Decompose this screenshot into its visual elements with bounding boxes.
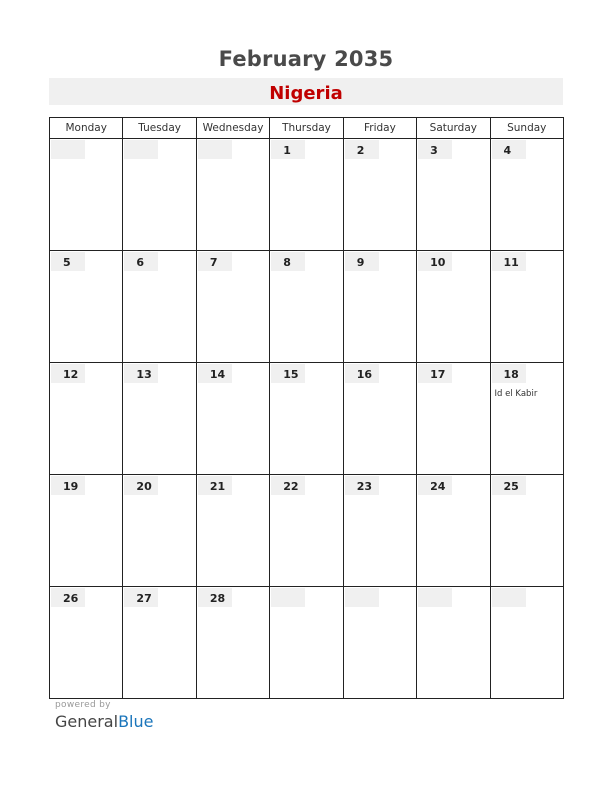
week-row xyxy=(50,139,564,251)
day-cell xyxy=(343,251,416,363)
day-number-box xyxy=(124,588,158,607)
day-cell xyxy=(270,139,343,251)
day-cell xyxy=(417,587,490,699)
day-number-box xyxy=(345,476,379,495)
day-number-box xyxy=(418,476,452,495)
weekday-header: Wednesday xyxy=(196,118,269,139)
country-name: Nigeria xyxy=(269,83,343,104)
day-cell xyxy=(123,363,196,475)
day-number: 28 xyxy=(209,592,226,605)
day-cell xyxy=(123,139,196,251)
weekday-header: Thursday xyxy=(270,118,343,139)
weekday-header: Friday xyxy=(343,118,416,139)
day-number-box xyxy=(51,364,85,383)
day-cell xyxy=(123,475,196,587)
calendar-title: February 2035 xyxy=(218,47,394,71)
day-number: 24 xyxy=(430,480,446,493)
day-number: 16 xyxy=(356,368,372,381)
day-number: 19 xyxy=(63,480,79,493)
day-number-box xyxy=(198,588,232,607)
weekday-header-row xyxy=(50,118,564,139)
day-number: 18 xyxy=(503,368,519,381)
day-number-box xyxy=(418,140,452,159)
day-cell xyxy=(270,251,343,363)
day-number-box xyxy=(51,588,85,607)
day-number-box xyxy=(271,140,305,159)
day-number-box xyxy=(345,140,379,159)
day-number-box xyxy=(418,364,452,383)
day-cell xyxy=(490,363,563,475)
day-cell xyxy=(50,251,123,363)
day-number-box xyxy=(271,252,305,271)
day-cell xyxy=(270,363,343,475)
day-cell xyxy=(196,475,269,587)
day-number-box xyxy=(418,588,452,607)
week-row xyxy=(50,587,564,699)
day-number: 11 xyxy=(503,256,519,269)
weekday-header: Monday xyxy=(50,118,123,139)
day-number: 22 xyxy=(283,480,299,493)
day-number-box xyxy=(345,588,379,607)
day-cell xyxy=(50,363,123,475)
day-cell xyxy=(490,139,563,251)
day-cell xyxy=(123,251,196,363)
day-cell xyxy=(343,139,416,251)
day-number: 20 xyxy=(136,480,152,493)
week-row xyxy=(50,363,564,475)
day-number-box xyxy=(492,364,526,383)
holiday-label: Id el Kabir xyxy=(494,389,538,399)
day-cell xyxy=(490,475,563,587)
weekday-header: Tuesday xyxy=(123,118,196,139)
day-cell xyxy=(417,363,490,475)
day-number-box xyxy=(51,252,85,271)
day-cell xyxy=(343,363,416,475)
day-number-box xyxy=(492,252,526,271)
day-number-box xyxy=(51,476,85,495)
day-number-box xyxy=(198,140,232,159)
day-number: 4 xyxy=(503,144,512,157)
brand-blue: Blue xyxy=(118,712,154,731)
day-cell xyxy=(196,363,269,475)
day-cell xyxy=(490,251,563,363)
day-cell xyxy=(417,139,490,251)
day-number-box xyxy=(124,252,158,271)
day-cell xyxy=(50,139,123,251)
day-number-box xyxy=(124,476,158,495)
day-cell xyxy=(123,587,196,699)
day-cell xyxy=(417,251,490,363)
day-number: 14 xyxy=(209,368,226,381)
day-number: 1 xyxy=(283,144,291,157)
day-number-box xyxy=(492,476,526,495)
day-number: 23 xyxy=(356,480,372,493)
day-number: 17 xyxy=(430,368,446,381)
day-number-box xyxy=(198,476,232,495)
day-cell xyxy=(50,475,123,587)
day-number: 5 xyxy=(63,256,71,269)
day-number: 15 xyxy=(283,368,299,381)
day-number-box xyxy=(271,364,305,383)
day-cell xyxy=(196,139,269,251)
week-row xyxy=(50,251,564,363)
day-cell xyxy=(270,587,343,699)
day-number-box xyxy=(492,140,526,159)
calendar-grid xyxy=(49,117,564,699)
day-cell xyxy=(196,251,269,363)
powered-by-text: powered by xyxy=(55,700,111,710)
day-cell xyxy=(490,587,563,699)
day-number-box xyxy=(418,252,452,271)
week-row xyxy=(50,475,564,587)
day-cell xyxy=(270,475,343,587)
weekday-header: Sunday xyxy=(490,118,563,139)
day-number: 10 xyxy=(430,256,446,269)
day-number-box xyxy=(51,140,85,159)
day-cell xyxy=(343,587,416,699)
day-number-box xyxy=(492,588,526,607)
day-number: 13 xyxy=(136,368,152,381)
generalblue-logo[interactable] xyxy=(55,712,153,731)
footer xyxy=(55,700,153,731)
weekday-header: Saturday xyxy=(417,118,490,139)
day-number: 27 xyxy=(136,592,152,605)
day-number: 2 xyxy=(356,144,365,157)
day-number: 26 xyxy=(63,592,79,605)
brand-general: General xyxy=(55,712,119,731)
day-number: 21 xyxy=(209,480,226,493)
day-cell xyxy=(343,475,416,587)
day-number-box xyxy=(124,364,158,383)
day-number-box xyxy=(271,588,305,607)
country-banner xyxy=(49,78,563,105)
day-number: 3 xyxy=(430,144,438,157)
day-number: 25 xyxy=(503,480,519,493)
day-cell xyxy=(196,587,269,699)
day-number-box xyxy=(345,364,379,383)
calendar-body xyxy=(50,139,564,699)
day-cell xyxy=(50,587,123,699)
day-number: 8 xyxy=(283,256,291,269)
day-number-box xyxy=(345,252,379,271)
day-number: 6 xyxy=(136,256,145,269)
day-number-box xyxy=(198,364,232,383)
day-number-box xyxy=(198,252,232,271)
day-number: 9 xyxy=(356,256,365,269)
day-number-box xyxy=(271,476,305,495)
day-number: 7 xyxy=(209,256,218,269)
day-cell xyxy=(417,475,490,587)
day-number: 12 xyxy=(63,368,79,381)
day-number-box xyxy=(124,140,158,159)
